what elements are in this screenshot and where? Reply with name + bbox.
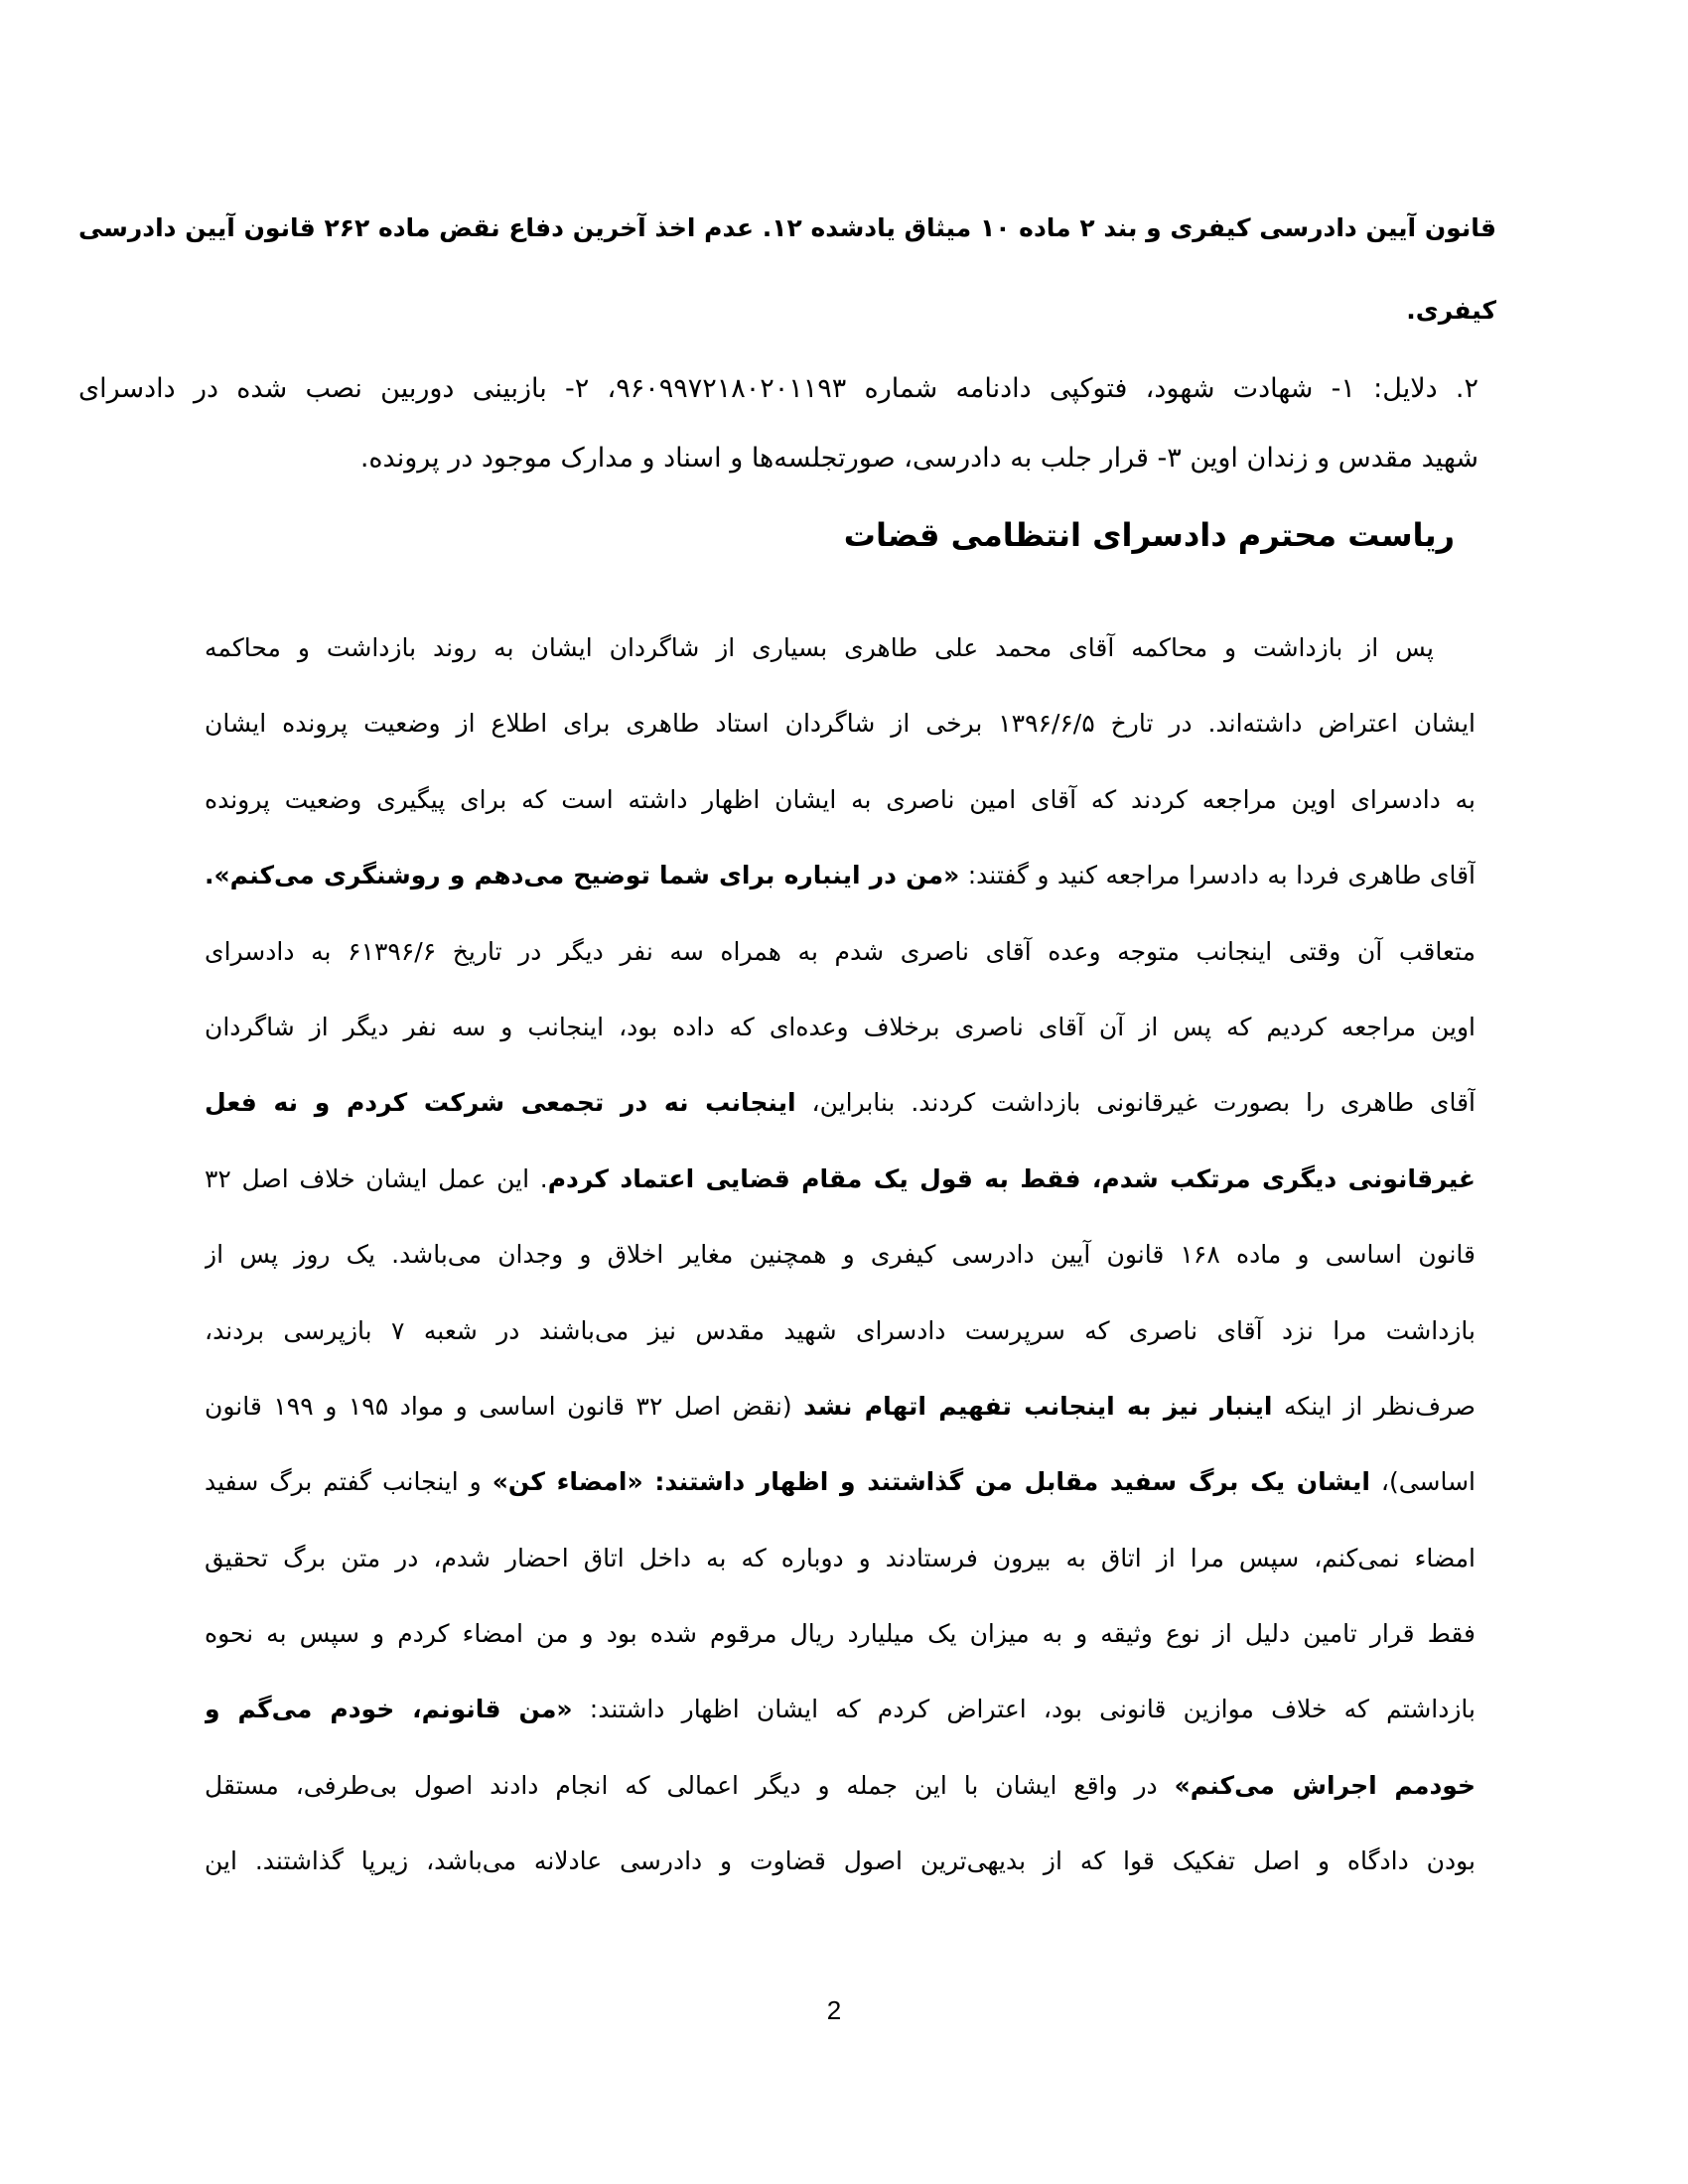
line-text: (نقض اصل ۳۲ قانون اساسی و مواد ۱۹۵ و ۱۹۹ قانون bbox=[205, 1391, 804, 1421]
paragraph-line bbox=[205, 1521, 1476, 1596]
paragraph-line bbox=[205, 1748, 1476, 1824]
line-text: . این عمل ایشان خلاف اصل ۳۲ bbox=[205, 1163, 548, 1193]
addressee-heading: ریاست محترم دادسرای انتظامی قضات bbox=[843, 516, 1455, 554]
page-number: 2 bbox=[826, 1995, 842, 2025]
line-text: قانون اساسی و ماده ۱۶۸ قانون آیین دادرسی کیفری و همچنین مغایر اخلاق و وجدان می‌باشد. یک روز پس از bbox=[205, 1240, 1476, 1270]
line-text: اساسی)، bbox=[1369, 1467, 1476, 1497]
paragraph-line bbox=[205, 1369, 1476, 1444]
line-text: صرف‌نظر از اینکه bbox=[1272, 1391, 1476, 1421]
paragraph-line bbox=[205, 1065, 1476, 1141]
line-text: و اینجانب گفتم برگ سفید bbox=[205, 1467, 492, 1497]
emphasis-text: اینجانب نه در تجمعی شرکت کردم و نه فعل bbox=[205, 1088, 796, 1118]
line-text: متعاقب آن وقتی اینجانب متوجه وعده آقای ناصری شدم به همراه سه نفر دیگر در تاریخ ۶۱۳۹۶/۶ به دادسرای bbox=[205, 936, 1476, 966]
paragraph-line bbox=[205, 762, 1476, 838]
paragraph-line bbox=[205, 1217, 1476, 1293]
emphasis-text: غیرقانونی دیگری مرتکب شدم، فقط به قول یک مقام قضایی اعتماد کردم bbox=[547, 1163, 1476, 1193]
line-text: بازداشتم که خلاف موازین قانونی بود، اعتراض کردم که ایشان اظهار داشتند: bbox=[572, 1695, 1476, 1724]
continued-list-item bbox=[78, 187, 1496, 351]
paragraph-line bbox=[205, 914, 1476, 990]
emphasis-text: «من در اینباره برای شما توضیح می‌دهم و روشنگری می‌کنم». bbox=[205, 861, 960, 890]
line-text: ایشان اعتراض داشته‌اند. در تارخ ۱۳۹۶/۶/۵ برخی از شاگردان استاد طاهری برای اطلاع از وضعیت پرونده ایشان bbox=[205, 709, 1476, 739]
paragraph-line bbox=[205, 1824, 1476, 1899]
text-line: قانون آیین دادرسی کیفری و بند ۲ ماده ۱۰ میثاق یادشده ۱۲. عدم اخذ آخرین دفاع نقض ماده ۲۶۲ قانون آیین دادرسی bbox=[78, 213, 1496, 242]
paragraph-line bbox=[205, 611, 1476, 686]
paragraph-line bbox=[205, 1444, 1476, 1520]
paragraph-line bbox=[205, 686, 1476, 761]
line-text: آقای طاهری را بصورت غیرقانونی بازداشت کردند. بنابراین، bbox=[795, 1088, 1476, 1118]
text-line: ۲. دلایل: ۱- شهادت شهود، فتوکپی دادنامه شماره ۹۶۰۹۹۷۲۱۸۰۲۰۱۱۹۳، ۲- بازبینی دوربین نصب شده در دادسرای bbox=[78, 373, 1478, 404]
paragraph-line bbox=[205, 990, 1476, 1065]
paragraph-line bbox=[205, 1294, 1476, 1369]
emphasis-text: ایشان یک برگ سفید مقابل من گذاشتند و اظهار داشتند: «امضاء کن» bbox=[492, 1467, 1370, 1497]
text-line: کیفری. bbox=[1406, 296, 1496, 325]
line-text: در واقع ایشان با این جمله و دیگر اعمالی که انجام دادند اصول بی‌طرفی، مستقل bbox=[205, 1770, 1175, 1800]
paragraph-line bbox=[205, 1142, 1476, 1217]
line-text: پس از بازداشت و محاکمه آقای محمد علی طاهری بسیاری از شاگردان ایشان به روند بازداشت و محاکمه bbox=[205, 633, 1434, 662]
line-text: بودن دادگاه و اصل تفکیک قوا که از بدیهی‌ترین اصول قضاوت و دادرسی عادلانه می‌باشد، زیرپا گذاشتند. این bbox=[205, 1846, 1476, 1876]
paragraph-line bbox=[205, 838, 1476, 913]
line-text: بازداشت مرا نزد آقای ناصری که سرپرست دادسرای شهید مقدس نیز می‌باشند در شعبه ۷ بازپرسی بردند، bbox=[205, 1315, 1476, 1345]
line-text: امضاء نمی‌کنم، سپس مرا از اتاق به بیرون فرستادند و دوباره که به داخل اتاق احضار شدم، در متن برگ تحقیق bbox=[205, 1543, 1476, 1572]
line-text: آقای طاهری فردا به دادسرا مراجعه کنید و گفتند: bbox=[959, 861, 1476, 890]
line-text: به دادسرای اوین مراجعه کردند که آقای امین ناصری به ایشان اظهار داشته است که برای پیگیری وضعیت پرونده bbox=[205, 784, 1476, 814]
emphasis-text: اینبار نیز به اینجانب تفهیم اتهام نشد bbox=[803, 1391, 1273, 1421]
line-text: فقط قرار تامین دلیل از نوع وثیقه و به میزان یک میلیارد ریال مرقوم شده بود و من امضاء کردم و سپس به نحوه bbox=[205, 1619, 1476, 1649]
emphasis-text: «من قانونم، خودم می‌گم و bbox=[205, 1695, 573, 1724]
line-text: اوین مراجعه کردیم که پس از آن آقای ناصری برخلاف وعده‌ای که داده بود، اینجانب و سه نفر دیگر از شاگردان bbox=[205, 1012, 1476, 1041]
emphasis-text: خودمم اجراش می‌کنم» bbox=[1174, 1770, 1476, 1800]
paragraph-line bbox=[205, 1596, 1476, 1672]
letter-body-paragraph bbox=[205, 611, 1476, 1900]
text-line: شهید مقدس و زندان اوین ۳- قرار جلب به دادرسی، صورتجلسه‌ها و اسناد و مدارک موجود در پرونده. bbox=[359, 443, 1478, 474]
paragraph-line bbox=[205, 1672, 1476, 1747]
evidence-list-item bbox=[78, 354, 1478, 493]
